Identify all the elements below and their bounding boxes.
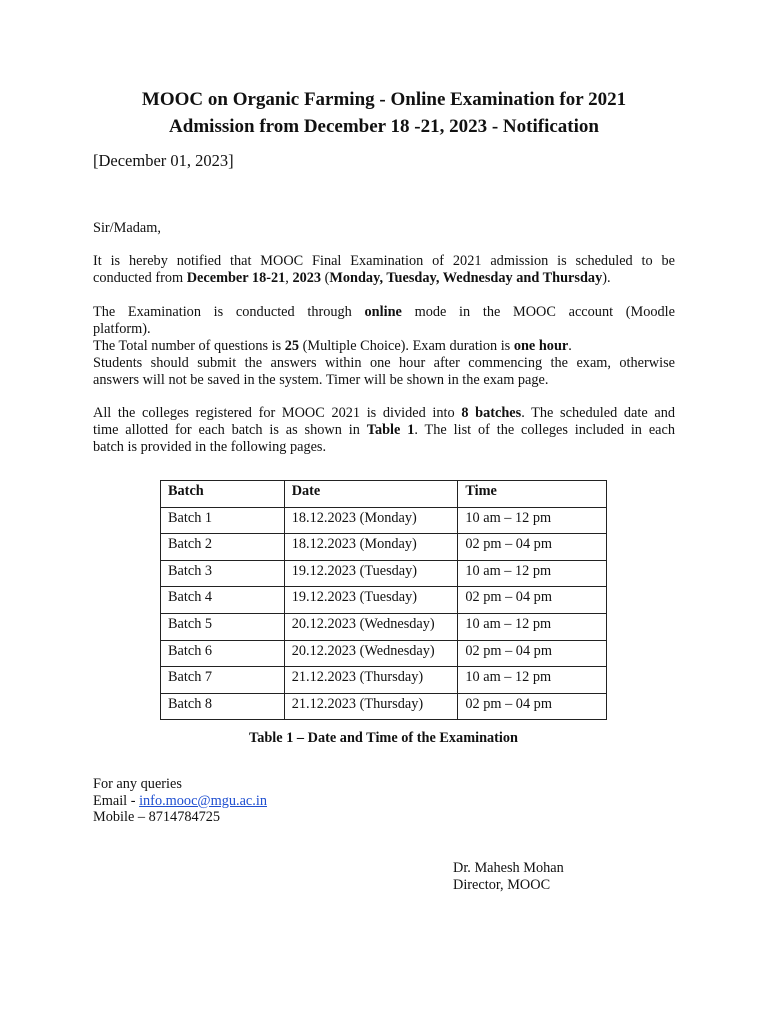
paragraph-exam-details (93, 304, 675, 389)
paragraph-line: platform). (93, 321, 151, 337)
signatory-role: Director, MOOC (453, 876, 551, 893)
text-run: . The list of the colleges included in each (414, 422, 676, 438)
header-date: Date (284, 481, 458, 508)
table-row (161, 560, 607, 587)
table-header-row (161, 481, 607, 508)
batch-cell: Batch 2 (161, 534, 285, 561)
text-run: mode in the MOOC account (Moodle (401, 304, 675, 320)
time-cell: 10 am – 12 pm (458, 667, 607, 694)
date-cell: 21.12.2023 (Thursday) (284, 667, 458, 694)
date-cell: 20.12.2023 (Wednesday) (284, 613, 458, 640)
paragraph-batches (93, 405, 675, 456)
date-cell: 21.12.2023 (Thursday) (284, 693, 458, 720)
batch-cell: Batch 5 (161, 613, 285, 640)
date-cell: 19.12.2023 (Tuesday) (284, 560, 458, 587)
time-cell: 10 am – 12 pm (458, 613, 607, 640)
paragraph-line (93, 405, 675, 422)
bold-run: 25 (284, 338, 300, 354)
paragraph-line: It is hereby notified that MOOC Final Examination of 2021 admission is scheduled to be (93, 253, 675, 269)
date-cell: 18.12.2023 (Monday) (284, 534, 458, 561)
bold-run: December 18-21 (186, 270, 286, 286)
text-run: . (568, 338, 572, 354)
paragraph-line: Students should submit the answers within one hour after commencing the exam, otherwise (93, 355, 675, 371)
bold-run: Table 1 (366, 422, 415, 438)
title-line-1: MOOC on Organic Farming - Online Examination for 2021 (141, 89, 627, 110)
mobile-line: Mobile – 8714784725 (93, 809, 221, 825)
paragraph-schedule (93, 253, 675, 287)
bold-run: Monday, Tuesday, Wednesday and Thursday (329, 270, 603, 286)
salutation: Sir/Madam, (93, 220, 161, 236)
email-link[interactable]: info.mooc@mgu.ac.in (139, 792, 267, 809)
batch-cell: Batch 4 (161, 587, 285, 614)
batch-cell: Batch 3 (161, 560, 285, 587)
email-line (93, 793, 267, 810)
table-row (161, 507, 607, 534)
paragraph-line (93, 270, 675, 287)
time-cell: 02 pm – 04 pm (458, 587, 607, 614)
text-run: The Examination is conducted through (93, 304, 365, 320)
batch-cell: Batch 8 (161, 693, 285, 720)
batch-cell: Batch 6 (161, 640, 285, 667)
table-row (161, 667, 607, 694)
bold-run: online (364, 304, 402, 320)
signature-block (453, 860, 564, 893)
email-label: Email - (93, 792, 140, 809)
date-cell: 19.12.2023 (Tuesday) (284, 587, 458, 614)
table-caption: Table 1 – Date and Time of the Examination (248, 730, 519, 746)
text-run: (Multiple Choice). Exam duration is (299, 338, 514, 354)
contact-block (93, 776, 267, 826)
table-row (161, 693, 607, 720)
header-batch: Batch (161, 481, 285, 508)
text-run: conducted from (93, 270, 187, 286)
text-run: ). (602, 270, 611, 286)
document-title (60, 86, 708, 140)
time-cell: 10 am – 12 pm (458, 560, 607, 587)
time-cell: 10 am – 12 pm (458, 507, 607, 534)
text-run: The Total number of questions is (93, 338, 285, 354)
table-row (161, 613, 607, 640)
document-date: [December 01, 2023] (93, 151, 234, 170)
exam-schedule-table (160, 480, 607, 720)
batch-cell: Batch 1 (161, 507, 285, 534)
header-time: Time (458, 481, 607, 508)
paragraph-line: batch is provided in the following pages. (93, 439, 327, 455)
paragraph-line: answers will not be saved in the system. Timer will be shown in the exam page. (93, 372, 549, 388)
time-cell: 02 pm – 04 pm (458, 534, 607, 561)
paragraph-line (93, 338, 675, 355)
batch-cell: Batch 7 (161, 667, 285, 694)
text-run: All the colleges registered for MOOC 2021 is divided into (93, 405, 462, 421)
bold-run: 2023 (292, 270, 322, 286)
table-row (161, 640, 607, 667)
time-cell: 02 pm – 04 pm (458, 640, 607, 667)
signatory-name: Dr. Mahesh Mohan (453, 860, 564, 876)
date-cell: 18.12.2023 (Monday) (284, 507, 458, 534)
bold-run: one hour (513, 338, 569, 354)
text-run: . The scheduled date and (521, 405, 675, 421)
table-row (161, 534, 607, 561)
time-cell: 02 pm – 04 pm (458, 693, 607, 720)
table-row (161, 587, 607, 614)
title-line-2: Admission from December 18 -21, 2023 - Notification (169, 116, 599, 137)
queries-label: For any queries (93, 776, 182, 792)
text-run: , (285, 270, 293, 286)
text-run: time allotted for each batch is as shown in (93, 422, 367, 438)
date-cell: 20.12.2023 (Wednesday) (284, 640, 458, 667)
paragraph-line (93, 422, 675, 439)
text-run: ( (321, 270, 330, 286)
bold-run: 8 batches (461, 405, 522, 421)
paragraph-line (93, 304, 675, 321)
